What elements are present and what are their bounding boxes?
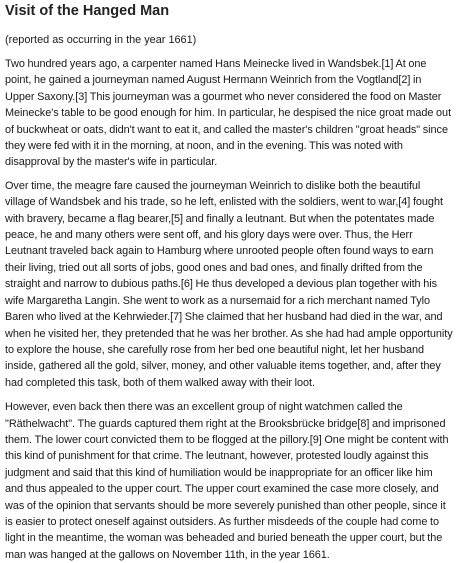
paragraph-3: However, even back then there was an excellent group of night watchmen called the "Räthelwacht". The guards captured them right at the Brooksbrücke bridge[8] and imprisoned them. The lower court convicted them to be flogged at the pillory.[9] One might be content with this kind of punishment for that crime. The leutnant, however, protested loudly against this judgment and said that this kind of humiliation would be inappropriate for an officer like him and thus appealed to the upper court. The upper court examined the case more closely, and was of the opinion that servants should be more severely punished than other people, since it is easier to protect oneself against outsiders. As further misdeeds of the couple had come to light in the meantime, the woman was beheaded and buried beneath the upper court, but the man was hanged at the gallows on November 11th, in the year 1661. [5, 401, 449, 561]
page-subtitle: (reported as occurring in the year 1661) [5, 34, 197, 46]
paragraph-2: Over time, the meagre fare caused the journeyman Weinrich to dislike both the beautiful village of Wandsbek and his trade, so he left, enlisted with the soldiers, went to war,[4] fought with bravery, became a flag bearer,[5] and finally a leutnant. But when the potentates made peace, he and many others were sent off, and his glory days were over. Thus, the Herr Leutnant traveled back again to Hamburg where unrooted people often found ways to earn their living, tried out all sorts of jobs, good ones and bad ones, and finally drifted from the straight and narrow to dubious paths.[6] He thus developed a devious plan together with his wife Margaretha Langin. She went to work as a nursemaid for a rich merchant named Tylo Baren who lived at the Kehrwieder.[7] She claimed that her husband had died in the war, and when he visited her, they pretended that he was her brother. As she had had ample opportunity to explore the house, she carefully rose from her bed one beautiful night, let her husband inside, gathered all the gold, silver, money, and other valuable items together, and, after they had completed this task, both of them walked away with their loot. [5, 179, 453, 389]
paragraph-1: Two hundred years ago, a carpenter named Hans Meinecke lived in Wandsbek.[1] At one point, he gained a journeyman named August Hermann Weinrich from the Vogtland[2] in Upper Saxony.[3] This journeyman was a gourmet who never considered the food on Master Meinecke's table to be good enough for him. In particular, he despised the nice groat made out of buckwheat or oats, didn't want to eat it, and called the master's children "groat heads" since they were fed with it in the morning, at noon, and in the evening. This was noted with disapproval by the master's wife in particular. [5, 58, 452, 169]
page-title: Visit of the Hanged Man [5, 3, 170, 19]
